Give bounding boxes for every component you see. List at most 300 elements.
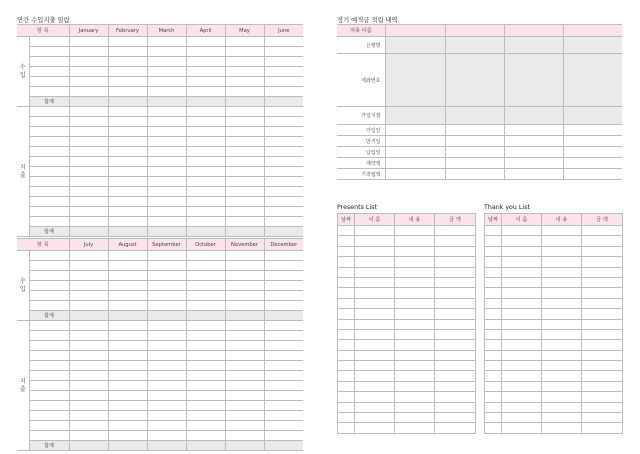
savings-cell[interactable] (385, 147, 445, 158)
table-cell[interactable] (147, 331, 186, 341)
table-cell[interactable] (147, 321, 186, 331)
table-cell[interactable] (502, 236, 542, 246)
table-cell[interactable] (29, 401, 69, 411)
table-cell[interactable] (485, 246, 502, 256)
table-cell[interactable] (435, 267, 476, 277)
savings-cell[interactable] (504, 107, 563, 125)
table-cell[interactable] (264, 67, 303, 77)
table-cell[interactable] (355, 319, 395, 329)
table-cell[interactable] (108, 401, 147, 411)
table-cell[interactable] (225, 301, 264, 311)
table-cell[interactable] (338, 319, 355, 329)
table-cell[interactable] (147, 197, 186, 207)
table-cell[interactable] (264, 371, 303, 381)
table-cell[interactable] (338, 340, 355, 350)
table-cell[interactable] (147, 137, 186, 147)
table-cell[interactable] (542, 381, 582, 391)
table-cell[interactable] (542, 288, 582, 298)
table-cell[interactable] (338, 350, 355, 360)
table-cell[interactable] (186, 197, 225, 207)
total-cell[interactable] (264, 311, 303, 321)
table-cell[interactable] (485, 226, 502, 236)
table-cell[interactable] (147, 421, 186, 431)
table-cell[interactable] (29, 271, 69, 281)
table-cell[interactable] (502, 413, 542, 423)
table-cell[interactable] (225, 421, 264, 431)
table-cell[interactable] (502, 423, 542, 433)
table-cell[interactable] (69, 401, 108, 411)
table-cell[interactable] (225, 37, 264, 47)
table-cell[interactable] (338, 236, 355, 246)
savings-cell[interactable] (504, 54, 563, 107)
table-cell[interactable] (69, 87, 108, 97)
table-cell[interactable] (108, 351, 147, 361)
table-cell[interactable] (69, 107, 108, 117)
table-cell[interactable] (108, 147, 147, 157)
table-cell[interactable] (108, 301, 147, 311)
table-cell[interactable] (542, 402, 582, 412)
table-cell[interactable] (502, 246, 542, 256)
table-cell[interactable] (29, 67, 69, 77)
table-cell[interactable] (395, 319, 435, 329)
savings-cell[interactable] (445, 54, 504, 107)
table-cell[interactable] (264, 431, 303, 441)
table-cell[interactable] (147, 431, 186, 441)
table-cell[interactable] (338, 298, 355, 308)
table-cell[interactable] (225, 331, 264, 341)
table-cell[interactable] (69, 37, 108, 47)
savings-cell[interactable] (504, 158, 563, 169)
table-cell[interactable] (395, 309, 435, 319)
savings-cell[interactable] (385, 125, 445, 136)
table-cell[interactable] (69, 157, 108, 167)
savings-cell[interactable] (385, 25, 445, 37)
table-cell[interactable] (69, 137, 108, 147)
table-cell[interactable] (225, 187, 264, 197)
table-cell[interactable] (355, 402, 395, 412)
table-cell[interactable] (29, 361, 69, 371)
table-cell[interactable] (485, 329, 502, 339)
table-cell[interactable] (108, 57, 147, 67)
table-cell[interactable] (582, 257, 623, 267)
table-cell[interactable] (435, 381, 476, 391)
table-cell[interactable] (29, 117, 69, 127)
table-cell[interactable] (108, 37, 147, 47)
table-cell[interactable] (29, 167, 69, 177)
table-cell[interactable] (29, 411, 69, 421)
table-cell[interactable] (69, 421, 108, 431)
table-cell[interactable] (186, 37, 225, 47)
table-cell[interactable] (435, 329, 476, 339)
table-cell[interactable] (29, 301, 69, 311)
table-cell[interactable] (108, 251, 147, 261)
table-cell[interactable] (542, 319, 582, 329)
table-cell[interactable] (485, 319, 502, 329)
table-cell[interactable] (338, 413, 355, 423)
table-cell[interactable] (435, 371, 476, 381)
table-cell[interactable] (69, 321, 108, 331)
table-cell[interactable] (225, 391, 264, 401)
table-cell[interactable] (225, 157, 264, 167)
table-cell[interactable] (542, 350, 582, 360)
table-cell[interactable] (147, 167, 186, 177)
table-cell[interactable] (395, 246, 435, 256)
table-cell[interactable] (485, 371, 502, 381)
table-cell[interactable] (338, 246, 355, 256)
table-cell[interactable] (147, 341, 186, 351)
table-cell[interactable] (29, 381, 69, 391)
table-cell[interactable] (582, 277, 623, 287)
table-cell[interactable] (29, 47, 69, 57)
total-cell[interactable] (108, 97, 147, 107)
table-cell[interactable] (395, 298, 435, 308)
table-cell[interactable] (29, 107, 69, 117)
table-cell[interactable] (108, 87, 147, 97)
table-cell[interactable] (69, 77, 108, 87)
table-cell[interactable] (542, 277, 582, 287)
table-cell[interactable] (502, 361, 542, 371)
table-cell[interactable] (395, 371, 435, 381)
table-cell[interactable] (186, 157, 225, 167)
table-cell[interactable] (108, 361, 147, 371)
savings-cell[interactable] (445, 37, 504, 54)
table-cell[interactable] (69, 391, 108, 401)
table-cell[interactable] (225, 77, 264, 87)
savings-cell[interactable] (385, 169, 445, 180)
table-cell[interactable] (69, 217, 108, 227)
table-cell[interactable] (582, 402, 623, 412)
table-cell[interactable] (29, 321, 69, 331)
table-cell[interactable] (29, 197, 69, 207)
table-cell[interactable] (186, 67, 225, 77)
table-cell[interactable] (542, 413, 582, 423)
table-cell[interactable] (108, 321, 147, 331)
table-cell[interactable] (502, 319, 542, 329)
table-cell[interactable] (186, 107, 225, 117)
table-cell[interactable] (395, 381, 435, 391)
savings-cell[interactable] (385, 158, 445, 169)
table-cell[interactable] (69, 381, 108, 391)
table-cell[interactable] (435, 288, 476, 298)
table-cell[interactable] (29, 87, 69, 97)
table-cell[interactable] (186, 87, 225, 97)
table-cell[interactable] (435, 236, 476, 246)
table-cell[interactable] (338, 381, 355, 391)
table-cell[interactable] (264, 331, 303, 341)
savings-cell[interactable] (445, 136, 504, 147)
table-cell[interactable] (264, 177, 303, 187)
table-cell[interactable] (186, 341, 225, 351)
table-cell[interactable] (338, 402, 355, 412)
savings-cell[interactable] (445, 125, 504, 136)
table-cell[interactable] (29, 331, 69, 341)
table-cell[interactable] (582, 288, 623, 298)
table-cell[interactable] (147, 371, 186, 381)
table-cell[interactable] (395, 329, 435, 339)
table-cell[interactable] (582, 381, 623, 391)
table-cell[interactable] (147, 301, 186, 311)
table-cell[interactable] (355, 226, 395, 236)
table-cell[interactable] (542, 309, 582, 319)
table-cell[interactable] (186, 117, 225, 127)
table-cell[interactable] (186, 217, 225, 227)
table-cell[interactable] (225, 321, 264, 331)
table-cell[interactable] (542, 236, 582, 246)
table-cell[interactable] (355, 288, 395, 298)
table-cell[interactable] (338, 309, 355, 319)
table-cell[interactable] (186, 321, 225, 331)
table-cell[interactable] (69, 281, 108, 291)
table-cell[interactable] (355, 298, 395, 308)
table-cell[interactable] (338, 423, 355, 433)
table-cell[interactable] (108, 391, 147, 401)
table-cell[interactable] (355, 423, 395, 433)
table-cell[interactable] (355, 392, 395, 402)
table-cell[interactable] (69, 261, 108, 271)
table-cell[interactable] (29, 421, 69, 431)
table-cell[interactable] (264, 421, 303, 431)
table-cell[interactable] (264, 301, 303, 311)
table-cell[interactable] (582, 309, 623, 319)
table-cell[interactable] (108, 157, 147, 167)
table-cell[interactable] (502, 257, 542, 267)
table-cell[interactable] (186, 251, 225, 261)
savings-cell[interactable] (445, 147, 504, 158)
table-cell[interactable] (264, 217, 303, 227)
table-cell[interactable] (582, 413, 623, 423)
table-cell[interactable] (108, 47, 147, 57)
table-cell[interactable] (485, 361, 502, 371)
table-cell[interactable] (29, 341, 69, 351)
table-cell[interactable] (582, 319, 623, 329)
table-cell[interactable] (69, 47, 108, 57)
table-cell[interactable] (264, 107, 303, 117)
table-cell[interactable] (435, 423, 476, 433)
table-cell[interactable] (225, 167, 264, 177)
table-cell[interactable] (108, 271, 147, 281)
table-cell[interactable] (29, 261, 69, 271)
table-cell[interactable] (542, 226, 582, 236)
table-cell[interactable] (147, 411, 186, 421)
savings-cell[interactable] (385, 37, 445, 54)
table-cell[interactable] (355, 277, 395, 287)
table-cell[interactable] (29, 217, 69, 227)
table-cell[interactable] (355, 309, 395, 319)
table-cell[interactable] (186, 401, 225, 411)
table-cell[interactable] (355, 340, 395, 350)
table-cell[interactable] (582, 298, 623, 308)
savings-cell[interactable] (385, 136, 445, 147)
table-cell[interactable] (435, 298, 476, 308)
table-cell[interactable] (264, 37, 303, 47)
savings-cell[interactable] (504, 147, 563, 158)
table-cell[interactable] (186, 271, 225, 281)
table-cell[interactable] (435, 392, 476, 402)
total-cell[interactable] (225, 227, 264, 237)
table-cell[interactable] (186, 127, 225, 137)
table-cell[interactable] (264, 127, 303, 137)
table-cell[interactable] (186, 177, 225, 187)
table-cell[interactable] (435, 350, 476, 360)
table-cell[interactable] (264, 137, 303, 147)
total-cell[interactable] (69, 311, 108, 321)
table-cell[interactable] (485, 257, 502, 267)
table-cell[interactable] (186, 331, 225, 341)
table-cell[interactable] (147, 77, 186, 87)
table-cell[interactable] (108, 281, 147, 291)
table-cell[interactable] (264, 291, 303, 301)
table-cell[interactable] (355, 381, 395, 391)
table-cell[interactable] (502, 309, 542, 319)
table-cell[interactable] (395, 423, 435, 433)
table-cell[interactable] (108, 137, 147, 147)
table-cell[interactable] (225, 371, 264, 381)
total-cell[interactable] (108, 227, 147, 237)
table-cell[interactable] (147, 361, 186, 371)
table-cell[interactable] (264, 187, 303, 197)
table-cell[interactable] (435, 361, 476, 371)
table-cell[interactable] (355, 371, 395, 381)
table-cell[interactable] (502, 371, 542, 381)
total-cell[interactable] (69, 227, 108, 237)
table-cell[interactable] (186, 261, 225, 271)
table-cell[interactable] (147, 271, 186, 281)
table-cell[interactable] (147, 37, 186, 47)
table-cell[interactable] (338, 277, 355, 287)
table-cell[interactable] (29, 77, 69, 87)
table-cell[interactable] (338, 288, 355, 298)
total-cell[interactable] (108, 311, 147, 321)
table-cell[interactable] (29, 351, 69, 361)
table-cell[interactable] (108, 177, 147, 187)
total-cell[interactable] (147, 97, 186, 107)
table-cell[interactable] (225, 127, 264, 137)
table-cell[interactable] (485, 298, 502, 308)
table-cell[interactable] (264, 361, 303, 371)
table-cell[interactable] (485, 309, 502, 319)
table-cell[interactable] (355, 350, 395, 360)
table-cell[interactable] (542, 329, 582, 339)
table-cell[interactable] (186, 187, 225, 197)
table-cell[interactable] (264, 167, 303, 177)
savings-cell[interactable] (563, 158, 622, 169)
table-cell[interactable] (108, 381, 147, 391)
total-cell[interactable] (264, 97, 303, 107)
table-cell[interactable] (108, 197, 147, 207)
table-cell[interactable] (225, 261, 264, 271)
savings-cell[interactable] (385, 54, 445, 107)
table-cell[interactable] (338, 267, 355, 277)
table-cell[interactable] (147, 187, 186, 197)
table-cell[interactable] (29, 157, 69, 167)
table-cell[interactable] (29, 187, 69, 197)
table-cell[interactable] (435, 277, 476, 287)
table-cell[interactable] (29, 251, 69, 261)
table-cell[interactable] (395, 392, 435, 402)
table-cell[interactable] (395, 402, 435, 412)
table-cell[interactable] (108, 371, 147, 381)
table-cell[interactable] (186, 421, 225, 431)
table-cell[interactable] (264, 251, 303, 261)
table-cell[interactable] (225, 147, 264, 157)
savings-cell[interactable] (563, 37, 622, 54)
table-cell[interactable] (108, 217, 147, 227)
table-cell[interactable] (147, 117, 186, 127)
table-cell[interactable] (542, 257, 582, 267)
total-cell[interactable] (186, 441, 225, 451)
table-cell[interactable] (435, 413, 476, 423)
table-cell[interactable] (186, 77, 225, 87)
total-cell[interactable] (69, 97, 108, 107)
table-cell[interactable] (69, 371, 108, 381)
table-cell[interactable] (69, 341, 108, 351)
table-cell[interactable] (225, 271, 264, 281)
table-cell[interactable] (69, 117, 108, 127)
table-cell[interactable] (186, 351, 225, 361)
table-cell[interactable] (147, 147, 186, 157)
table-cell[interactable] (225, 117, 264, 127)
table-cell[interactable] (264, 271, 303, 281)
table-cell[interactable] (264, 157, 303, 167)
table-cell[interactable] (264, 207, 303, 217)
table-cell[interactable] (147, 291, 186, 301)
table-cell[interactable] (186, 361, 225, 371)
table-cell[interactable] (395, 236, 435, 246)
table-cell[interactable] (395, 350, 435, 360)
table-cell[interactable] (225, 251, 264, 261)
table-cell[interactable] (502, 350, 542, 360)
table-cell[interactable] (435, 309, 476, 319)
table-cell[interactable] (435, 319, 476, 329)
table-cell[interactable] (264, 87, 303, 97)
table-cell[interactable] (108, 341, 147, 351)
table-cell[interactable] (502, 392, 542, 402)
table-cell[interactable] (147, 251, 186, 261)
table-cell[interactable] (147, 107, 186, 117)
table-cell[interactable] (435, 246, 476, 256)
table-cell[interactable] (264, 321, 303, 331)
table-cell[interactable] (186, 47, 225, 57)
table-cell[interactable] (264, 381, 303, 391)
table-cell[interactable] (69, 291, 108, 301)
table-cell[interactable] (225, 137, 264, 147)
table-cell[interactable] (29, 431, 69, 441)
table-cell[interactable] (225, 107, 264, 117)
table-cell[interactable] (395, 267, 435, 277)
total-cell[interactable] (147, 441, 186, 451)
total-cell[interactable] (69, 441, 108, 451)
table-cell[interactable] (395, 413, 435, 423)
savings-cell[interactable] (563, 25, 622, 37)
table-cell[interactable] (69, 207, 108, 217)
table-cell[interactable] (225, 217, 264, 227)
table-cell[interactable] (108, 411, 147, 421)
savings-cell[interactable] (504, 125, 563, 136)
savings-cell[interactable] (445, 158, 504, 169)
table-cell[interactable] (108, 431, 147, 441)
table-cell[interactable] (395, 277, 435, 287)
table-cell[interactable] (225, 197, 264, 207)
table-cell[interactable] (338, 361, 355, 371)
table-cell[interactable] (338, 226, 355, 236)
table-cell[interactable] (147, 127, 186, 137)
table-cell[interactable] (108, 187, 147, 197)
table-cell[interactable] (582, 329, 623, 339)
table-cell[interactable] (186, 147, 225, 157)
table-cell[interactable] (338, 392, 355, 402)
table-cell[interactable] (69, 361, 108, 371)
table-cell[interactable] (264, 261, 303, 271)
